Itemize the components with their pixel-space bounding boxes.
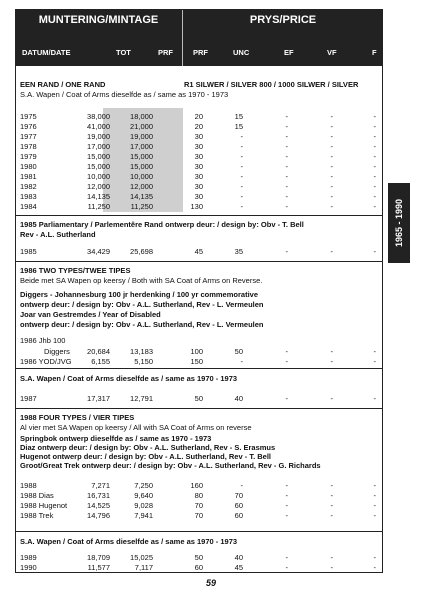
prf-mintage-cell: 11,250 [130, 202, 153, 211]
f-cell: - [373, 553, 376, 562]
prf-mintage-cell: 12,000 [130, 182, 153, 191]
date-cell: 1976 [20, 122, 37, 131]
unc-cell: 70 [234, 491, 243, 500]
prf-mintage-cell: 18,000 [130, 112, 153, 121]
unc-cell: - [240, 192, 243, 201]
col-ef: EF [284, 48, 294, 57]
table-row [20, 247, 380, 258]
prf-price-cell: 30 [194, 172, 203, 181]
unc-cell: - [240, 481, 243, 490]
unc-cell: 60 [234, 511, 243, 520]
unc-cell: - [240, 172, 243, 181]
table-row [20, 394, 380, 405]
tot-cell: 6,155 [91, 357, 110, 366]
unc-cell: 35 [234, 247, 243, 256]
vf-cell: - [330, 553, 333, 562]
tot-cell: 19,000 [87, 132, 110, 141]
ef-cell: - [285, 357, 288, 366]
prf-mintage-cell: 25,698 [130, 247, 153, 256]
section-divider [16, 408, 382, 409]
ef-cell: - [285, 491, 288, 500]
col-prf-mintage: PRF [158, 48, 173, 57]
date-cell: 1985 [20, 247, 37, 256]
design-line: Springbok ontwerp dieselfde as / same as 1970 - 1973 [20, 434, 212, 443]
prf-price-cell: 50 [194, 553, 203, 562]
f-cell: - [373, 182, 376, 191]
f-cell: - [373, 347, 376, 356]
date-cell: 1989 [20, 553, 37, 562]
prf-price-cell: 70 [194, 501, 203, 510]
vf-cell: - [330, 182, 333, 191]
section-title: 1988 FOUR TYPES / VIER TIPES [20, 413, 135, 422]
unc-cell: 15 [234, 122, 243, 131]
ef-cell: - [285, 142, 288, 151]
f-cell: - [373, 563, 376, 572]
section-title-right: R1 SILWER / SILVER 800 / 1000 SILWER / SILVER [184, 80, 359, 89]
col-f: F [372, 48, 377, 57]
table-row [20, 563, 380, 574]
date-cell: 1988 Trek [20, 511, 54, 520]
design-line: Diaz ontwerp deur: / design by: Obv - A.L. Sutherland, Rev - S. Erasmus [20, 443, 276, 452]
design-line: Hugenot ontwerp deur: / design by: Obv - A.L. Sutherland, Rev - T. Bell [20, 452, 271, 461]
date-cell: 1979 [20, 152, 37, 161]
unc-cell: 40 [234, 553, 243, 562]
col-tot: TOT [116, 48, 131, 57]
ef-cell: - [285, 122, 288, 131]
section-title: 1985 Parliamentary / Parlementêre Rand ontwerp deur: / design by: Obv - T. Bell [20, 220, 304, 229]
prf-mintage-cell: 5,150 [134, 357, 153, 366]
prf-price-cell: 30 [194, 162, 203, 171]
unc-cell: - [240, 162, 243, 171]
design-line: Diggers - Johannesburg 100 jr herdenking / 100 yr commemorative [20, 290, 258, 299]
prf-price-cell: 100 [190, 347, 203, 356]
date-cell: 1977 [20, 132, 37, 141]
ef-cell: - [285, 162, 288, 171]
prf-mintage-cell: 9,028 [134, 501, 153, 510]
date-cell: 1987 [20, 394, 37, 403]
vf-cell: - [330, 132, 333, 141]
date-cell: 1980 [20, 162, 37, 171]
prf-price-cell: 150 [190, 357, 203, 366]
column-header-row [16, 30, 382, 66]
col-unc: UNC [233, 48, 250, 57]
section-divider [16, 531, 382, 532]
price-header: PRYS/PRICE [249, 14, 317, 26]
vf-cell: - [330, 394, 333, 403]
ef-cell: - [285, 192, 288, 201]
f-cell: - [373, 491, 376, 500]
ef-cell: - [285, 347, 288, 356]
col-date: DATUM/DATE [22, 48, 71, 57]
date-cell: 1981 [20, 172, 37, 181]
vf-cell: - [330, 112, 333, 121]
unc-cell: 45 [234, 563, 243, 572]
vf-cell: - [330, 491, 333, 500]
section-subtitle: S.A. Wapen / Coat of Arms dieselfde as / same as 1970 - 1973 [20, 90, 229, 99]
date-cell: 1982 [20, 182, 37, 191]
mintage-header: MUNTERING/MINTAGE [38, 14, 159, 26]
prf-mintage-cell: 14,135 [130, 192, 153, 201]
prf-price-cell: 30 [194, 182, 203, 191]
unc-cell: 15 [234, 112, 243, 121]
ef-cell: - [285, 511, 288, 520]
f-cell: - [373, 162, 376, 171]
unc-cell: - [240, 132, 243, 141]
f-cell: - [373, 511, 376, 520]
tot-cell: 38,000 [87, 112, 110, 121]
ef-cell: - [285, 112, 288, 121]
ef-cell: - [285, 247, 288, 256]
table-row [20, 357, 380, 368]
tot-cell: 10,000 [87, 172, 110, 181]
design-line: ontwerp deur: / design by: Obv - A.L. Sutherland, Rev - L. Vermeulen [20, 320, 264, 329]
vf-cell: - [330, 192, 333, 201]
section-title: S.A. Wapen / Coat of Arms dieselfde as / same as 1970 - 1973 [20, 537, 238, 546]
unc-cell: - [240, 357, 243, 366]
vf-cell: - [330, 122, 333, 131]
f-cell: - [373, 394, 376, 403]
section-divider [16, 368, 382, 369]
tot-cell: 14,135 [87, 192, 110, 201]
f-cell: - [373, 152, 376, 161]
date-cell: 1978 [20, 142, 37, 151]
prf-mintage-cell: 15,025 [130, 553, 153, 562]
prf-price-cell: 60 [194, 563, 203, 572]
prf-mintage-cell: 7,941 [134, 511, 153, 520]
tot-cell: 16,731 [87, 491, 110, 500]
ef-cell: - [285, 202, 288, 211]
ef-cell: - [285, 152, 288, 161]
f-cell: - [373, 192, 376, 201]
vf-cell: - [330, 162, 333, 171]
tot-cell: 11,577 [87, 563, 110, 572]
prf-mintage-cell: 21,000 [130, 122, 153, 131]
prf-price-cell: 50 [194, 394, 203, 403]
price-table [15, 9, 383, 573]
unc-cell: 60 [234, 501, 243, 510]
ef-cell: - [285, 172, 288, 181]
prf-price-cell: 30 [194, 132, 203, 141]
page-number: 59 [205, 578, 216, 588]
prf-mintage-cell: 12,791 [130, 394, 153, 403]
vf-cell: - [330, 357, 333, 366]
prf-price-cell: 30 [194, 152, 203, 161]
tot-cell: 34,429 [87, 247, 110, 256]
date-cell: 1975 [20, 112, 37, 121]
vf-cell: - [330, 481, 333, 490]
prf-price-cell: 20 [194, 122, 203, 131]
tot-cell: 14,796 [87, 511, 110, 520]
f-cell: - [373, 481, 376, 490]
f-cell: - [373, 501, 376, 510]
tot-cell: 7,271 [91, 481, 110, 490]
year-range-tab [388, 183, 410, 263]
tot-cell: 17,000 [87, 142, 110, 151]
section-title-line2: Rev - A.L. Sutherland [20, 230, 96, 239]
date-cell: 1984 [20, 202, 37, 211]
prf-price-cell: 45 [194, 247, 203, 256]
prf-mintage-cell: 9,640 [134, 491, 153, 500]
tot-cell: 12,000 [87, 182, 110, 191]
date-cell: Diggers [44, 347, 70, 356]
tot-cell: 18,709 [87, 553, 110, 562]
prf-mintage-cell: 7,117 [134, 563, 153, 572]
prf-mintage-cell: 15,000 [130, 162, 153, 171]
date-cell: 1988 Hugenot [20, 501, 68, 510]
prf-mintage-cell: 19,000 [130, 132, 153, 141]
vf-cell: - [330, 142, 333, 151]
vf-cell: - [330, 247, 333, 256]
date-cell: 1988 Dias [20, 491, 54, 500]
tot-cell: 41,000 [87, 122, 110, 131]
date-cell: 1986 YOD/JVG [20, 357, 72, 366]
prf-mintage-cell: 17,000 [130, 142, 153, 151]
section-subtitle: Beide met SA Wapen op keersy / Both with SA Coat of Arms on Reverse. [20, 276, 263, 285]
prf-mintage-cell: 10,000 [130, 172, 153, 181]
ef-cell: - [285, 501, 288, 510]
f-cell: - [373, 357, 376, 366]
tot-cell: 17,317 [87, 394, 110, 403]
ef-cell: - [285, 563, 288, 572]
vf-cell: - [330, 202, 333, 211]
prf-price-cell: 80 [194, 491, 203, 500]
section-subtitle: Al vier met SA Wapen op keersy / All with SA Coat of Arms on reverse [20, 423, 252, 432]
section-title: EEN RAND / ONE RAND [20, 80, 106, 89]
vf-cell: - [330, 511, 333, 520]
date-cell: 1988 [20, 481, 37, 490]
prf-price-cell: 30 [194, 192, 203, 201]
ef-cell: - [285, 394, 288, 403]
unc-cell: - [240, 142, 243, 151]
ef-cell: - [285, 182, 288, 191]
row-label: 1986 Jhb 100 [20, 336, 66, 345]
design-line: ontwerp deur: / design by: Obv - A.L. Sutherland, Rev - L. Vermeulen [20, 300, 264, 309]
f-cell: - [373, 202, 376, 211]
tot-cell: 15,000 [87, 152, 110, 161]
vf-cell: - [330, 172, 333, 181]
col-vf: VF [327, 48, 337, 57]
section-divider [16, 215, 382, 216]
col-prf-price: PRF [193, 48, 208, 57]
f-cell: - [373, 112, 376, 121]
f-cell: - [373, 122, 376, 131]
date-cell: 1983 [20, 192, 37, 201]
date-cell: 1990 [20, 563, 37, 572]
vf-cell: - [330, 347, 333, 356]
ef-cell: - [285, 132, 288, 141]
ef-cell: - [285, 553, 288, 562]
table-row [20, 511, 380, 522]
table-row [20, 202, 380, 213]
design-line: Groot/Great Trek ontwerp deur: / design by: Obv - A.L. Sutherland, Rev - G. Richards [20, 461, 321, 470]
year-range-label: 1965 - 1990 [394, 198, 404, 248]
f-cell: - [373, 132, 376, 141]
section-divider [16, 261, 382, 262]
prf-price-cell: 160 [190, 481, 203, 490]
unc-cell: - [240, 202, 243, 211]
header-divider [182, 10, 183, 66]
unc-cell: - [240, 182, 243, 191]
f-cell: - [373, 172, 376, 181]
vf-cell: - [330, 501, 333, 510]
prf-price-cell: 70 [194, 511, 203, 520]
f-cell: - [373, 247, 376, 256]
vf-cell: - [330, 563, 333, 572]
vf-cell: - [330, 152, 333, 161]
unc-cell: 40 [234, 394, 243, 403]
prf-price-cell: 130 [190, 202, 203, 211]
tot-cell: 15,000 [87, 162, 110, 171]
design-line: Joar van Gestremdes / Year of Disabled [20, 310, 161, 319]
prf-price-cell: 20 [194, 112, 203, 121]
tot-cell: 14,525 [87, 501, 110, 510]
unc-cell: 50 [234, 347, 243, 356]
prf-price-cell: 30 [194, 142, 203, 151]
prf-mintage-cell: 7,250 [134, 481, 153, 490]
tot-cell: 11,250 [87, 202, 110, 211]
prf-mintage-cell: 13,183 [130, 347, 153, 356]
prf-mintage-cell: 15,000 [130, 152, 153, 161]
section-title: 1986 TWO TYPES/TWEE TIPES [20, 266, 131, 275]
tot-cell: 20,684 [87, 347, 110, 356]
header-band [16, 10, 382, 30]
unc-cell: - [240, 152, 243, 161]
f-cell: - [373, 142, 376, 151]
ef-cell: - [285, 481, 288, 490]
section-title: S.A. Wapen / Coat of Arms dieselfde as / same as 1970 - 1973 [20, 374, 238, 383]
